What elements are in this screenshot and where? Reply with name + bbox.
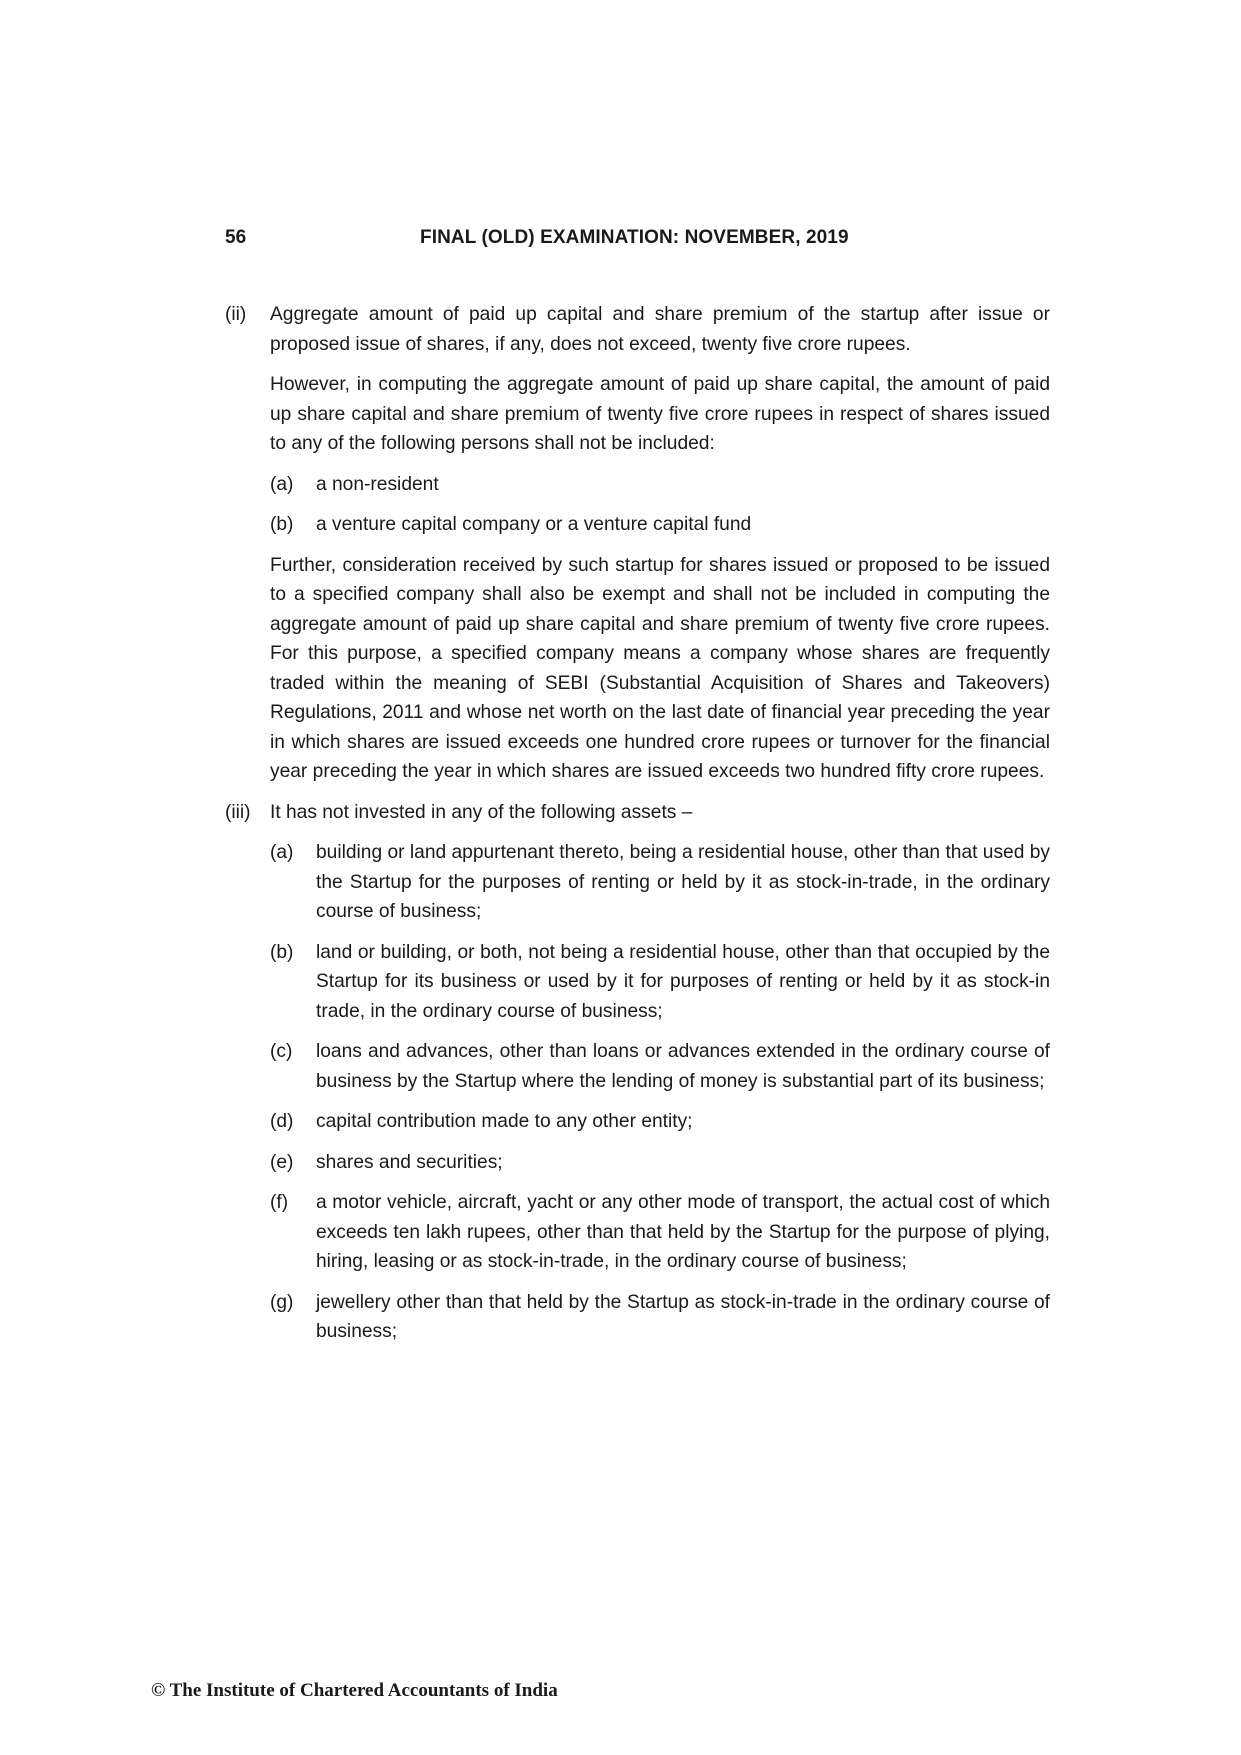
sub-item: [270, 1288, 1050, 1347]
sub-item-number: (a): [270, 842, 294, 863]
sub-item-number: (g): [270, 1291, 294, 1313]
clause-number: (iii): [225, 801, 251, 823]
clause-iii-intro: It has not invested in any of the following assets –: [270, 801, 693, 823]
sub-item: [270, 510, 1050, 540]
sub-item-text: jewellery other than that held by the Startup as stock-in-trade in the ordinary course of business;: [316, 1291, 1050, 1342]
sub-item-text: capital contribution made to any other entity;: [316, 1111, 693, 1132]
sub-item-text: a motor vehicle, aircraft, yacht or any other mode of transport, the actual cost of which exceeds ten lakh rupees, other than that held by the Startup for the purpose of plying, hiring, leasing or as stock-in-trade, in the ordinary course of business;: [316, 1192, 1050, 1272]
sub-item-number: (e): [270, 1151, 294, 1173]
sub-item: [270, 838, 1050, 927]
sub-item: [270, 938, 1050, 1027]
sub-item-text: loans and advances, other than loans or advances extended in the ordinary course of business by the Startup where the lending of money is substantial part of its business;: [316, 1041, 1050, 1092]
sub-item: [270, 1037, 1050, 1096]
clause-iii: [225, 798, 1050, 1347]
clause-number: (ii): [225, 304, 247, 325]
sub-item: [270, 1148, 1050, 1178]
clause-ii-paragraph-2: However, in computing the aggregate amount of paid up share capital, the amount of paid up share capital and share premium of twenty five crore rupees in respect of shares issued to any of the following persons shall not be included:: [270, 374, 1050, 454]
sub-item-number: (a): [270, 473, 294, 495]
copyright-footer: © The Institute of Chartered Accountants of India: [151, 1680, 558, 1701]
page-title: FINAL (OLD) EXAMINATION: NOVEMBER, 2019: [420, 227, 849, 248]
sub-item-text: shares and securities;: [316, 1151, 503, 1173]
sub-item: [270, 1107, 1050, 1137]
sub-item-number: (f): [270, 1192, 289, 1213]
document-body: [225, 300, 1050, 1347]
page-number: 56: [225, 227, 247, 248]
page-header: [225, 227, 1055, 257]
clause-ii: [225, 300, 1050, 787]
clause-ii-paragraph-3: Further, consideration received by such startup for shares issued or proposed to be issued to a specified company shall also be exempt and shall not be included in computing the aggregate amount of paid up share capital and share premium of twenty five crore rupees. For this purpose, a specified company means a company whose shares are frequently traded within the meaning of SEBI (Substantial Acquisition of Shares and Takeovers) Regulations, 2011 and whose net worth on the last date of financial year preceding the year in which shares are issued exceeds one hundred crore rupees or turnover for the financial year preceding the year in which shares are issued exceeds two hundred fifty crore rupees.: [270, 554, 1050, 782]
sub-item-number: (b): [270, 941, 294, 963]
sub-item-number: (b): [270, 514, 294, 535]
clause-ii-paragraph-1: Aggregate amount of paid up capital and share premium of the startup after issue or proposed issue of shares, if any, does not exceed, twenty five crore rupees.: [270, 304, 1050, 355]
sub-item-text: a venture capital company or a venture capital fund: [316, 514, 752, 535]
sub-item-text: a non-resident: [316, 473, 439, 495]
sub-item: [270, 1188, 1050, 1277]
sub-item-number: (c): [270, 1041, 293, 1062]
sub-item-text: land or building, or both, not being a residential house, other than that occupied by the Startup for its business or used by it for purposes of renting or held by it as stock-in trade, in the ordinary course of business;: [316, 941, 1050, 1022]
sub-item: [270, 470, 1050, 500]
sub-item-text: building or land appurtenant thereto, being a residential house, other than that used by the Startup for the purposes of renting or held by it as stock-in-trade, in the ordinary course of business;: [316, 842, 1050, 922]
sub-item-number: (d): [270, 1111, 294, 1132]
